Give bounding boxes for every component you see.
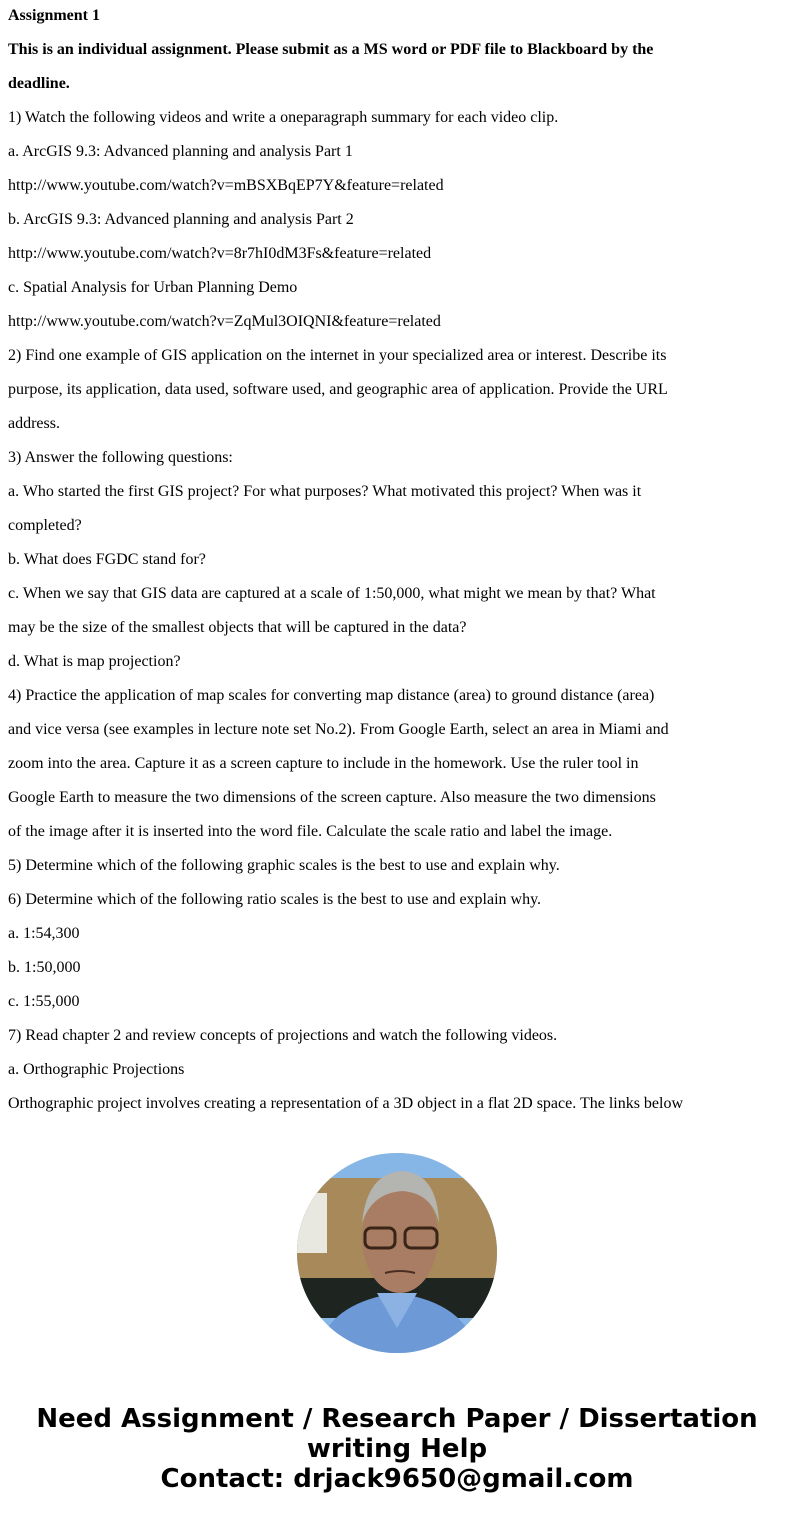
- video-link[interactable]: http://www.youtube.com/watch?v=mBSXBqEP7Y&feature=related: [8, 177, 444, 194]
- document-line: deadline.: [8, 75, 70, 92]
- document-line: 5) Determine which of the following graphic scales is the best to use and explain why.: [8, 857, 560, 874]
- document-line: 7) Read chapter 2 and review concepts of projections and watch the following videos.: [8, 1027, 558, 1044]
- document-line: c. 1:55,000: [8, 993, 80, 1010]
- document-line: 6) Determine which of the following ratio scales is the best to use and explain why.: [8, 891, 542, 908]
- document-line: b. ArcGIS 9.3: Advanced planning and analysis Part 2: [8, 211, 354, 228]
- document-line: may be the size of the smallest objects that will be captured in the data?: [8, 619, 467, 636]
- contact-banner: [0, 1404, 794, 1494]
- help-headline: Need Assignment / Research Paper / Dissertation: [36, 1404, 758, 1434]
- document-line: b. 1:50,000: [8, 959, 81, 976]
- help-subheadline: writing Help: [306, 1434, 488, 1464]
- document-line: This is an individual assignment. Please submit as a MS word or PDF file to Blackboard by the: [8, 41, 654, 58]
- document-line: 3) Answer the following questions:: [8, 449, 233, 466]
- document-line: 4) Practice the application of map scales for converting map distance (area) to ground distance (area): [8, 687, 655, 704]
- document-line: Google Earth to measure the two dimensions of the screen capture. Also measure the two dimensions: [8, 789, 656, 806]
- document-line: Orthographic project involves creating a representation of a 3D object in a flat 2D space. The links below: [8, 1095, 684, 1112]
- document-line: d. What is map projection?: [8, 653, 181, 670]
- person-photo-icon: [297, 1153, 497, 1353]
- author-avatar: [297, 1153, 497, 1353]
- document-line: 2) Find one example of GIS application on the internet in your specialized area or interest. Describe its: [8, 347, 667, 364]
- contact-email: Contact: drjack9650@gmail.com: [160, 1464, 634, 1494]
- document-line: purpose, its application, data used, software used, and geographic area of application. Provide the URL: [8, 381, 668, 398]
- document-line: address.: [8, 415, 60, 432]
- document-line: a. Orthographic Projections: [8, 1061, 185, 1078]
- document-line: of the image after it is inserted into the word file. Calculate the scale ratio and label the image.: [8, 823, 613, 840]
- document-line: c. Spatial Analysis for Urban Planning Demo: [8, 279, 298, 296]
- assignment-document: [8, 0, 788, 1121]
- document-line: a. 1:54,300: [8, 925, 80, 942]
- document-line: a. ArcGIS 9.3: Advanced planning and analysis Part 1: [8, 143, 353, 160]
- document-line: b. What does FGDC stand for?: [8, 551, 206, 568]
- video-link[interactable]: http://www.youtube.com/watch?v=8r7hI0dM3Fs&feature=related: [8, 245, 432, 262]
- document-line: a. Who started the first GIS project? For what purposes? What motivated this project? When was it: [8, 483, 642, 500]
- document-line: c. When we say that GIS data are captured at a scale of 1:50,000, what might we mean by that? What: [8, 585, 656, 602]
- document-line: completed?: [8, 517, 82, 534]
- document-line: Assignment 1: [8, 7, 101, 24]
- document-line: zoom into the area. Capture it as a screen capture to include in the homework. Use the ruler tool in: [8, 755, 639, 772]
- document-line: and vice versa (see examples in lecture note set No.2). From Google Earth, select an area in Miami and: [8, 721, 669, 738]
- document-line: 1) Watch the following videos and write a oneparagraph summary for each video clip.: [8, 109, 559, 126]
- video-link[interactable]: http://www.youtube.com/watch?v=ZqMul3OIQNI&feature=related: [8, 313, 441, 330]
